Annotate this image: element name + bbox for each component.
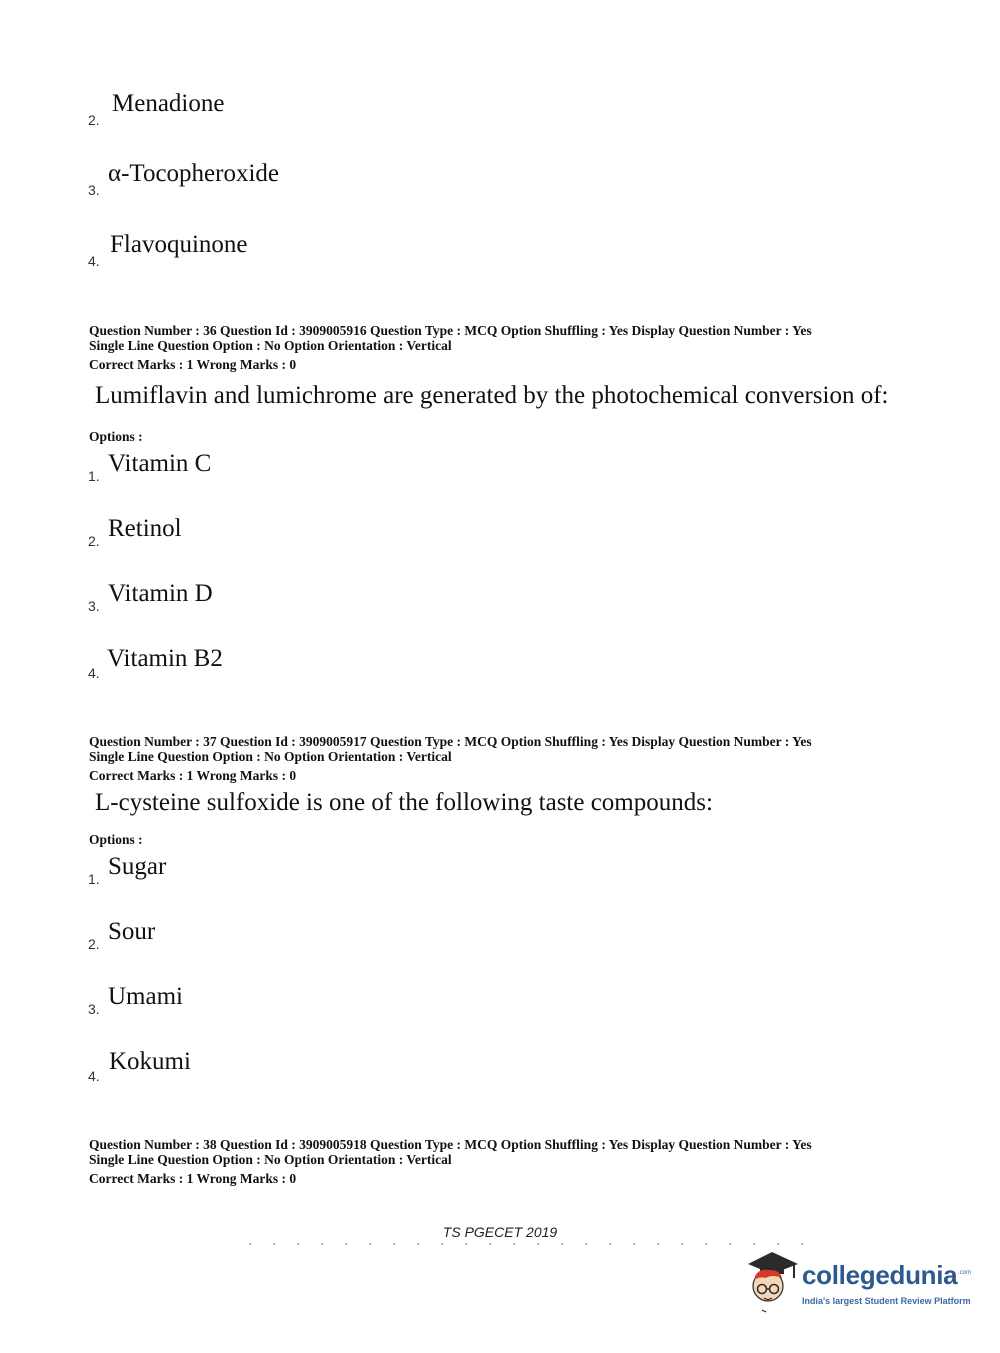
brand-tagline: India's largest Student Review Platform (802, 1296, 971, 1306)
options-label: Options : (89, 832, 143, 847)
option-number: 3. (88, 598, 100, 614)
option-number: 3. (88, 1001, 100, 1017)
option-text: Menadione (112, 90, 225, 117)
options-label: Options : (89, 429, 143, 444)
question-meta-line: Question Number : 37 Question Id : 3909005917 Question Type : MCQ Option Shuffling : Yes Display Question Number : Yes (89, 734, 812, 749)
option-number: 2. (88, 936, 100, 952)
question-meta (89, 323, 812, 353)
question-marks: Correct Marks : 1 Wrong Marks : 0 (89, 768, 297, 783)
option-text: Sugar (108, 853, 167, 880)
option-text: Vitamin C (108, 450, 212, 477)
question-meta-line: Single Line Question Option : No Option Orientation : Vertical (89, 338, 452, 353)
question-meta-line: Question Number : 38 Question Id : 3909005918 Question Type : MCQ Option Shuffling : Yes Display Question Number : Yes (89, 1137, 812, 1152)
option-text: Vitamin B2 (107, 645, 223, 672)
option-number: 3. (88, 182, 100, 198)
question-meta-line: Single Line Question Option : No Option Orientation : Vertical (89, 1152, 452, 1167)
question-marks: Correct Marks : 1 Wrong Marks : 0 (89, 357, 297, 372)
question-meta-line: Single Line Question Option : No Option Orientation : Vertical (89, 749, 452, 764)
mascot-icon (742, 1248, 800, 1318)
question-text: L-cysteine sulfoxide is one of the following taste compounds: (95, 789, 713, 816)
option-text: Retinol (108, 515, 182, 542)
question-meta (89, 1137, 812, 1167)
option-text: Kokumi (109, 1048, 191, 1075)
option-text: α-Tocopheroxide (108, 160, 280, 187)
collegedunia-logo[interactable] (742, 1248, 972, 1318)
exam-footer: TS PGECET 2019 (442, 1224, 558, 1240)
question-meta-line: Question Number : 36 Question Id : 3909005916 Question Type : MCQ Option Shuffling : Yes Display Question Number : Yes (89, 323, 812, 338)
option-number: 1. (88, 468, 100, 484)
option-number: 2. (88, 533, 100, 549)
option-text: Umami (108, 983, 183, 1010)
brand-name: collegedunia (802, 1260, 958, 1290)
option-number: 1. (88, 871, 100, 887)
option-text: Flavoquinone (110, 231, 248, 258)
option-number: 4. (88, 665, 100, 681)
option-number: 4. (88, 1068, 100, 1084)
option-number: 2. (88, 112, 100, 128)
question-meta (89, 734, 812, 764)
footer-divider (238, 1243, 818, 1245)
brand-suffix: .com (958, 1270, 972, 1276)
option-number: 4. (88, 253, 100, 269)
option-text: Sour (108, 918, 156, 945)
question-marks: Correct Marks : 1 Wrong Marks : 0 (89, 1171, 297, 1186)
question-text: Lumiflavin and lumichrome are generated by the photochemical conversion of: (95, 382, 889, 409)
option-text: Vitamin D (108, 580, 213, 607)
